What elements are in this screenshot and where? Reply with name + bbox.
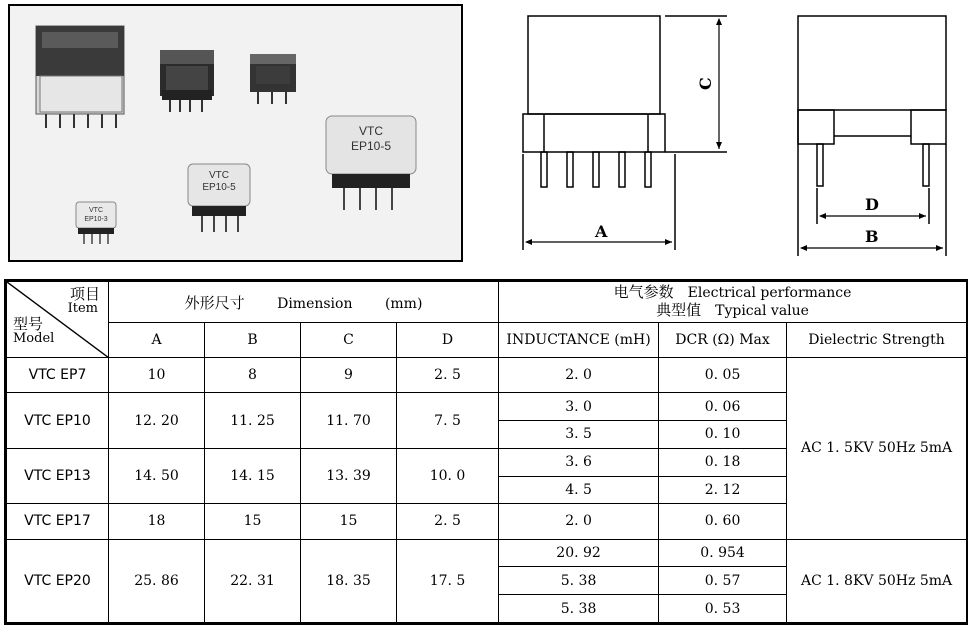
dcr-cell: 0. 05 [659, 358, 787, 393]
dim-c-cell: 9 [301, 358, 397, 393]
inductance-cell: 3. 0 [499, 393, 659, 421]
spec-table-grid [6, 281, 967, 623]
col-header-dcr: DCR (Ω) Max [659, 323, 787, 358]
inductance-cell: 3. 5 [499, 421, 659, 449]
dimension-drawings [515, 4, 970, 266]
model-cell: VTC EP20 [7, 539, 109, 623]
dimension-header-cn: 外形尺寸 [184, 293, 245, 312]
dielectric-cell-group1: AC 1. 5KV 50Hz 5mA [787, 358, 967, 539]
dimension-header [109, 282, 499, 323]
dim-c-cell: 11. 70 [301, 393, 397, 449]
inductance-cell: 5. 38 [499, 567, 659, 595]
dim-b-cell: 15 [205, 504, 301, 539]
dim-a-cell: 18 [109, 504, 205, 539]
front-view [523, 16, 727, 250]
dim-label-a: A [595, 222, 608, 241]
inductance-cell: 5. 38 [499, 595, 659, 623]
dim-d-cell: 17. 5 [397, 539, 499, 623]
inductance-cell: 2. 0 [499, 358, 659, 393]
transformer-ep10-5-medium [188, 164, 250, 232]
product-photo [8, 4, 463, 262]
model-cell: VTC EP10 [7, 393, 109, 449]
transformer-ep10-3-small [76, 202, 116, 244]
corner-header-cell [7, 282, 109, 358]
dim-a-cell: 12. 20 [109, 393, 205, 449]
col-header-dielectric: Dielectric Strength [787, 323, 967, 358]
model-cell: VTC EP13 [7, 448, 109, 504]
electrical-header-cn: 电气参数 [613, 283, 674, 302]
corner-model-en: Model [13, 331, 55, 346]
product-photo-illustration [10, 6, 461, 260]
table-row [7, 539, 967, 567]
dim-b-cell: 11. 25 [205, 393, 301, 449]
electrical-subheader-en: Typical value [715, 303, 809, 320]
inductance-cell: 3. 6 [499, 448, 659, 476]
dimension-header-en: Dimension [277, 295, 353, 312]
model-cell: VTC EP17 [7, 504, 109, 539]
dielectric-cell-group2: AC 1. 8KV 50Hz 5mA [787, 539, 967, 623]
dcr-cell: 2. 12 [659, 476, 787, 504]
col-header-d: D [397, 323, 499, 358]
electrical-header [499, 282, 967, 323]
dim-d-cell: 7. 5 [397, 393, 499, 449]
inductance-cell: 20. 92 [499, 539, 659, 567]
col-header-c: C [301, 323, 397, 358]
col-header-a: A [109, 323, 205, 358]
dcr-cell: 0. 53 [659, 595, 787, 623]
dim-a-cell: 25. 86 [109, 539, 205, 623]
spec-table [4, 279, 968, 625]
dim-b-cell: 14. 15 [205, 448, 301, 504]
dim-c-cell: 13. 39 [301, 448, 397, 504]
label-vtc-2: VTC [209, 170, 229, 181]
label-vtc: VTC [359, 124, 383, 138]
inductance-cell: 4. 5 [499, 476, 659, 504]
label-ep10-5-2: EP10-5 [202, 182, 236, 193]
label-ep10-3: EP10-3 [84, 216, 108, 223]
corner-model-cn: 型号 [13, 315, 44, 333]
side-view [798, 16, 946, 256]
transformer-small-black [250, 54, 296, 104]
dim-a-cell: 10 [109, 358, 205, 393]
electrical-subheader-cn: 典型值 [656, 301, 702, 320]
dcr-cell: 0. 60 [659, 504, 787, 539]
dim-d-cell: 2. 5 [397, 504, 499, 539]
corner-item-cn: 项目 [69, 285, 100, 303]
table-row [7, 358, 967, 393]
dcr-cell: 0. 954 [659, 539, 787, 567]
dim-d-cell: 2. 5 [397, 358, 499, 393]
dim-label-c: C [696, 77, 715, 90]
dim-b-cell: 8 [205, 358, 301, 393]
dim-c-cell: 15 [301, 504, 397, 539]
dcr-cell: 0. 18 [659, 448, 787, 476]
dim-b-cell: 22. 31 [205, 539, 301, 623]
transformer-ep10-5-large [326, 116, 416, 210]
dim-label-b: B [865, 227, 879, 246]
transformer-medium [160, 50, 214, 112]
dimension-drawings-svg [515, 4, 970, 266]
dim-a-cell: 14. 50 [109, 448, 205, 504]
transformer-large [36, 26, 124, 128]
dcr-cell: 0. 57 [659, 567, 787, 595]
col-header-b: B [205, 323, 301, 358]
dim-d-cell: 10. 0 [397, 448, 499, 504]
dimension-header-unit: (mm) [384, 295, 423, 312]
dim-c-cell: 18. 35 [301, 539, 397, 623]
model-cell: VTC EP7 [7, 358, 109, 393]
label-ep10-5: EP10-5 [350, 139, 392, 153]
electrical-header-en: Electrical performance [687, 285, 852, 302]
dcr-cell: 0. 10 [659, 421, 787, 449]
dim-label-d: D [865, 195, 879, 214]
corner-item-en: Item [67, 301, 98, 316]
inductance-cell: 2. 0 [499, 504, 659, 539]
dcr-cell: 0. 06 [659, 393, 787, 421]
label-vtc-3: VTC [89, 207, 103, 214]
col-header-inductance: INDUCTANCE (mH) [499, 323, 659, 358]
